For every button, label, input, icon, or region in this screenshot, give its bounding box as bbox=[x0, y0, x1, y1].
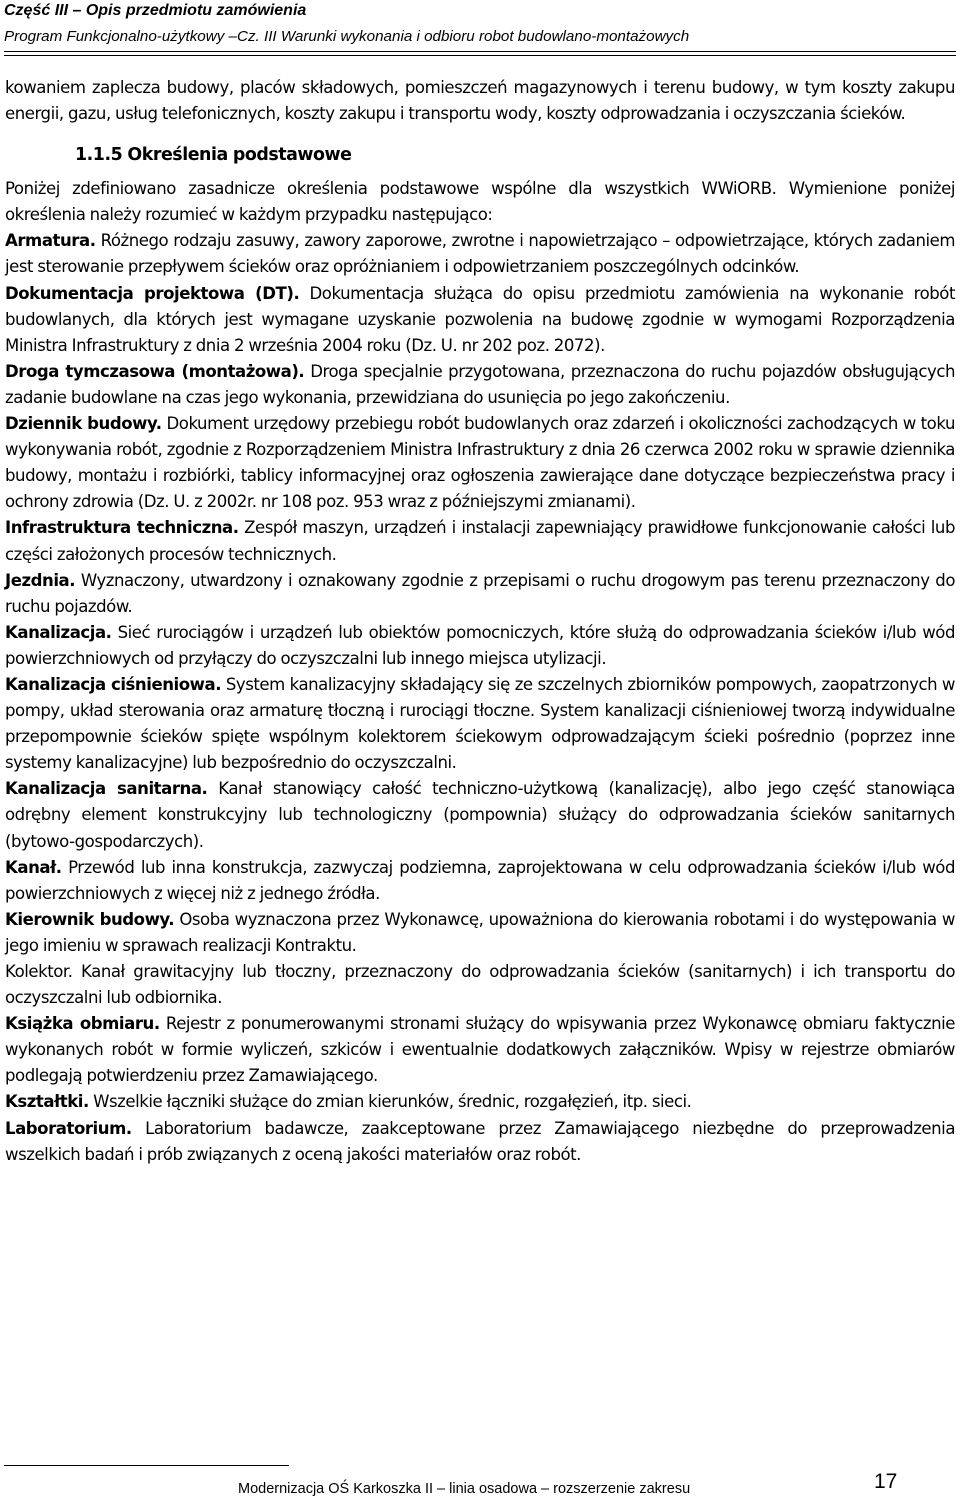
footer-rule bbox=[4, 1465, 289, 1466]
definition-text: Wszelkie łączniki służące do zmian kierunków, średnic, rozgałęzień, itp. sieci. bbox=[93, 1092, 692, 1112]
footer-text: Modernizacja OŚ Karkoszka II – linia osadowa – rozszerzenie zakresu bbox=[238, 1481, 691, 1497]
header-title: Część III – Opis przedmiotu zamówienia bbox=[4, 2, 307, 19]
intro-paragraph: kowaniem zaplecza budowy, placów składowych, pomieszczeń magazynowych i terenu budowy, w tym koszty zakupu energii, gazu, usług telefonicznych, koszty zakupu i transportu wody, koszty odprowadzania i oczyszczania ścieków. bbox=[5, 78, 955, 124]
definition-item bbox=[5, 281, 955, 359]
definition-term: Kanalizacja ciśnieniowa. bbox=[5, 674, 222, 694]
page-header bbox=[4, 0, 956, 49]
definition-text: Sieć rurociągów i urządzeń lub obiektów pomocniczych, które służą do odprowadzania ścieków i/lub wód powierzchniowych od przyłączy do oczyszczalni lub innego miejsca utylizacji. bbox=[5, 622, 956, 668]
definition-term: Jezdnia. bbox=[5, 570, 76, 590]
definition-text: System kanalizacyjny składający się ze szczelnych zbiorników pompowych, zaopatrzonych w pompy, układ sterowania oraz armaturę tłoczną i rurociągi tłoczne. System kanalizacji ciśnieniowej tworzą indywidualne przepompownie ścieków spięte wspólnym kolektorem ściekowym odprowadzającym ścieki pośrednio (poprzez inne systemy kanalizacyjne) lub bezpośrednio do oczyszczalni. bbox=[5, 674, 956, 773]
definition-item bbox=[5, 672, 955, 776]
header-subtitle: Program Funkcjonalno-użytkowy –Cz. III Warunki wykonania i odbioru robot budowlano-montażowych bbox=[4, 28, 690, 45]
definition-text: Różnego rodzaju zasuwy, zawory zaporowe, zwrotne i napowietrzająco – odpowietrzające, których zadaniem jest sterowanie przepływem ścieków oraz opróżnianiem i odpowietrzaniem poszczególnych odcinków. bbox=[5, 231, 955, 277]
definition-item bbox=[5, 907, 955, 959]
definition-term: Kształtki. bbox=[5, 1092, 89, 1112]
definition-text: Przewód lub inna konstrukcja, zazwyczaj podziemna, zaprojektowana w celu odprowadzania ścieków i/lub wód powierzchniowych z więcej niż z jednego źródła. bbox=[5, 857, 955, 903]
definition-item bbox=[5, 228, 955, 280]
definition-term: Kierownik budowy. bbox=[5, 909, 175, 929]
header-rule-top bbox=[4, 51, 956, 52]
definition-text: Droga specjalnie przygotowana, przeznaczona do ruchu pojazdów obsługujących zadanie budowlane na czas jego wykonania, przewidziana do usunięcia po jego zakończeniu. bbox=[5, 361, 955, 407]
definition-item bbox=[5, 1116, 955, 1168]
definition-text: Dokument urzędowy przebiegu robót budowlanych oraz zdarzeń i okoliczności zachodzących w toku wykonywania robót, zgodnie z Rozporządzeniem Ministra Infrastruktury z dnia 26 czerwca 2002 roku w sprawie dziennika budowy, montażu i rozbiórki, tablicy informacyjnej oraz ogłoszenia zawierające dane dotyczące bezpieczeństwa pracy i ochrony zdrowia (Dz. U. z 2002r. nr 108 poz. 953 wraz z późniejszymi zmianami). bbox=[5, 414, 955, 512]
definition-text: Rejestr z ponumerowanymi stronami służący do wpisywania przez Wykonawcę obmiaru faktycznie wykonanych robót w formie wyliczeń, szkiców i ewentualnie dodatkowych załączników. Wpisy w rejestrze obmiarów podlegają potwierdzeniu przez Zamawiającego. bbox=[5, 1014, 955, 1086]
definition-text: Dokumentacja służąca do opisu przedmiotu zamówienia na wykonanie robót budowlanych, dla których jest wymagane uzyskanie pozwolenia na budowę zgodnie w wymogami Rozporządzenia Ministra Infrastruktury z dnia 2 września 2004 roku (Dz. U. nr 202 poz. 2072). bbox=[5, 283, 955, 355]
definition-term: Kanał. bbox=[5, 857, 62, 877]
definition-item bbox=[5, 411, 955, 515]
document-body bbox=[5, 75, 955, 1168]
definition-text: Zespół maszyn, urządzeń i instalacji zapewniający prawidłowe funkcjonowanie całości lub części założonych procesów technicznych. bbox=[5, 518, 955, 564]
definition-item bbox=[5, 515, 955, 567]
definition-item bbox=[5, 620, 955, 672]
definition-text: Osoba wyznaczona przez Wykonawcę, upoważniona do kierowania robotami i do występowania w jego imieniu w sprawach realizacji Kontraktu. bbox=[5, 909, 955, 955]
section-intro: Poniżej zdefiniowano zasadnicze określenia podstawowe wspólne dla wszystkich WWiORB. Wymienione poniżej określenia należy rozumieć w każdym przypadku następująco: bbox=[5, 179, 955, 225]
definition-item bbox=[5, 1089, 955, 1115]
definition-term: Książka obmiaru. bbox=[5, 1014, 160, 1034]
definition-term: Kanalizacja sanitarna. bbox=[5, 779, 208, 799]
definition-term: Kanalizacja. bbox=[5, 622, 112, 642]
definition-text: Laboratorium badawcze, zaakceptowane przez Zamawiającego niezbędne do przeprowadzenia wszelkich badań i prób związanych z oceną jakości materiałów oraz robót. bbox=[5, 1118, 955, 1164]
definition-item bbox=[5, 855, 955, 907]
definition-item bbox=[5, 1011, 955, 1089]
definition-item bbox=[5, 568, 955, 620]
definition-term: Armatura. bbox=[5, 231, 96, 251]
definition-item bbox=[5, 776, 955, 854]
definition-term: Dokumentacja projektowa (DT). bbox=[5, 283, 300, 303]
definitions-list bbox=[5, 228, 955, 1167]
section-heading: 1.1.5 Określenia podstawowe bbox=[75, 145, 352, 166]
definition-text: Kolektor. Kanał grawitacyjny lub tłoczny, przeznaczony do odprowadzania ścieków (sanitarnych) i ich transportu do oczyszczalni lub odbiornika. bbox=[5, 962, 955, 1008]
header-rule-bottom bbox=[4, 55, 956, 56]
definition-item bbox=[5, 359, 955, 411]
page-number: 17 bbox=[874, 1470, 898, 1493]
definition-term: Infrastruktura techniczna. bbox=[5, 518, 239, 538]
definition-term: Dziennik budowy. bbox=[5, 414, 162, 434]
definition-item bbox=[5, 959, 955, 1011]
definition-text: Kanał stanowiący całość techniczno-użytkową (kanalizację), albo jego część stanowiąca odrębny element konstrukcyjny lub technologiczny (pompownia) służący do odprowadzania ścieków sanitarnych (bytowo-gospodarczych). bbox=[5, 779, 955, 851]
definition-text: Wyznaczony, utwardzony i oznakowany zgodnie z przepisami o ruchu drogowym pas terenu przeznaczony do ruchu pojazdów. bbox=[5, 570, 955, 616]
definition-term: Droga tymczasowa (montażowa). bbox=[5, 361, 305, 381]
definition-term: Laboratorium. bbox=[5, 1118, 132, 1138]
